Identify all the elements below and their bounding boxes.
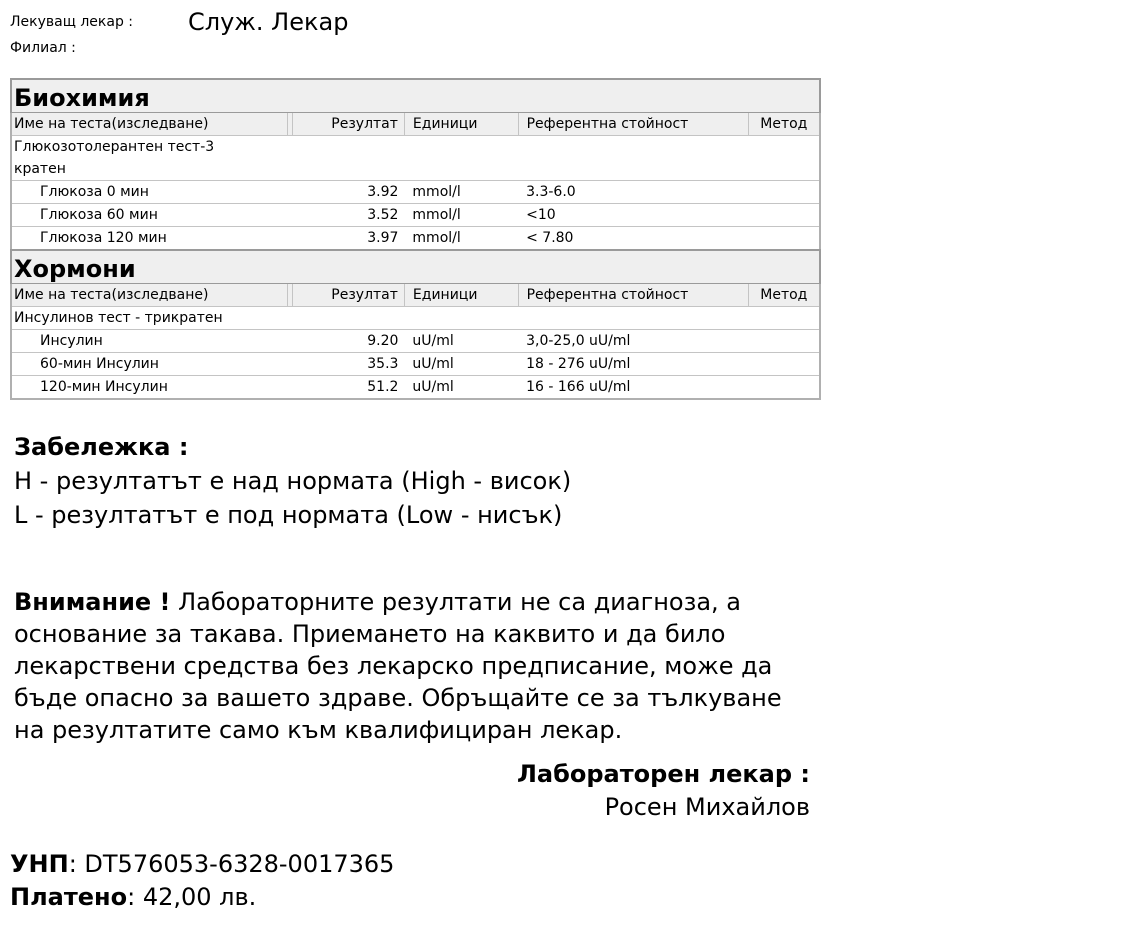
unp-label: УНП xyxy=(10,850,69,878)
test-unit: mmol/l xyxy=(404,227,518,251)
test-group-row xyxy=(11,307,820,330)
paid-line xyxy=(10,881,394,914)
note-title: Забележка : xyxy=(14,433,189,461)
test-name: 60-мин Инсулин xyxy=(11,353,287,376)
footer-block xyxy=(10,848,394,914)
table-row xyxy=(11,376,820,400)
results-table xyxy=(10,78,821,400)
table-row xyxy=(11,181,820,204)
test-unit: mmol/l xyxy=(404,204,518,227)
col-units: Единици xyxy=(404,113,518,136)
table-row xyxy=(11,204,820,227)
unp-line xyxy=(10,848,394,881)
test-group-row xyxy=(11,136,820,181)
test-name: Глюкоза 0 мин xyxy=(11,181,287,204)
column-header-row xyxy=(11,284,820,307)
doctor-value: Служ. Лекар xyxy=(188,8,349,36)
test-result: 3.97 xyxy=(292,227,404,251)
signer-title: Лабораторен лекар : xyxy=(516,760,810,788)
test-reference: < 7.80 xyxy=(518,227,748,251)
test-reference: 16 - 166 uU/ml xyxy=(518,376,748,400)
table-row xyxy=(11,227,820,251)
test-unit: uU/ml xyxy=(404,330,518,353)
col-reference: Референтна стойност xyxy=(518,284,748,307)
test-group-name: Глюкозотолерантен тест-3 кратен xyxy=(11,136,820,181)
test-result: 3.52 xyxy=(292,204,404,227)
section-title-hormones: Хормони xyxy=(11,250,820,284)
test-reference: <10 xyxy=(518,204,748,227)
paid-value: : 42,00 лв. xyxy=(127,883,257,911)
doctor-label: Лекуващ лекар : xyxy=(10,14,133,30)
test-name: 120-мин Инсулин xyxy=(11,376,287,400)
note-block xyxy=(14,430,571,532)
test-result: 35.3 xyxy=(292,353,404,376)
test-result: 3.92 xyxy=(292,181,404,204)
signer-name: Росен Михайлов xyxy=(604,793,810,821)
note-high-line: H - резултатът е над нормата (High - висок) xyxy=(14,467,572,495)
col-name: Име на теста(изследване) xyxy=(11,284,287,307)
test-reference: 3,0-25,0 uU/ml xyxy=(518,330,748,353)
col-method: Метод xyxy=(748,284,820,307)
unp-value: : DT576053-6328-0017365 xyxy=(68,850,395,878)
test-unit: uU/ml xyxy=(404,353,518,376)
branch-label: Филиал : xyxy=(10,40,76,56)
warning-block xyxy=(14,586,814,746)
test-reference: 3.3-6.0 xyxy=(518,181,748,204)
col-result: Резултат xyxy=(292,284,404,307)
table-row xyxy=(11,330,820,353)
section-header xyxy=(11,79,820,113)
col-reference: Референтна стойност xyxy=(518,113,748,136)
test-name: Глюкоза 60 мин xyxy=(11,204,287,227)
column-header-row xyxy=(11,113,820,136)
table-row xyxy=(11,353,820,376)
paid-label: Платено xyxy=(10,883,128,911)
test-name: Глюкоза 120 мин xyxy=(11,227,287,251)
test-unit: uU/ml xyxy=(404,376,518,400)
col-units: Единици xyxy=(404,284,518,307)
test-result: 51.2 xyxy=(292,376,404,400)
section-title-biochemistry: Биохимия xyxy=(11,79,820,113)
test-reference: 18 - 276 uU/ml xyxy=(518,353,748,376)
test-result: 9.20 xyxy=(292,330,404,353)
test-group-name: Инсулинов тест - трикратен xyxy=(11,307,820,330)
section-header xyxy=(11,250,820,284)
signer-block xyxy=(517,758,810,824)
note-low-line: L - резултатът е под нормата (Low - нисък) xyxy=(14,501,563,529)
warning-text: Лабораторните резултати не са диагноза, а основание за такава. Приемането на каквито и да било лекарствени средства без лекарско предписание, може да бъде опасно за вашето здраве. Обръщайте се за тълкуване на резултатите само към квалифициран лекар. xyxy=(14,588,782,744)
col-result: Резултат xyxy=(292,113,404,136)
col-name: Име на теста(изследване) xyxy=(11,113,287,136)
test-name: Инсулин xyxy=(11,330,287,353)
test-unit: mmol/l xyxy=(404,181,518,204)
col-method: Метод xyxy=(748,113,820,136)
warning-title: Внимание ! xyxy=(14,588,171,616)
